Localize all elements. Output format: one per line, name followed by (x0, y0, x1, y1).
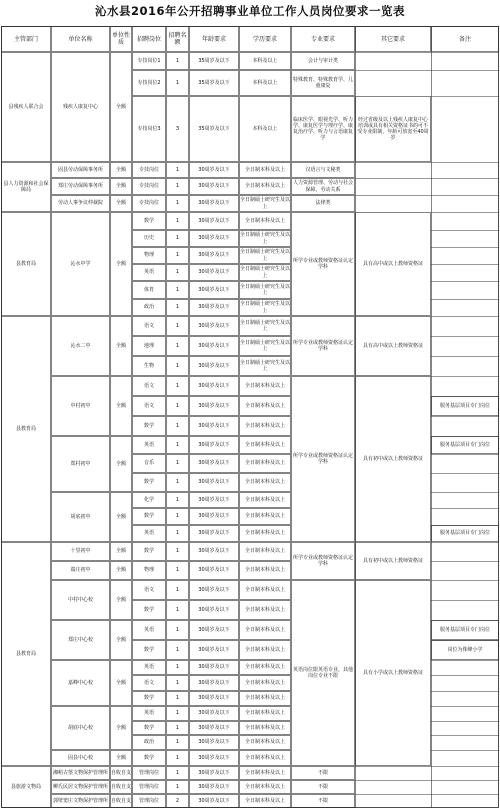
unit-cell: 郑村初中 (70, 460, 91, 467)
nature-cell: 全额 (115, 636, 126, 643)
unit-cell: 固县劳动保障事务所 (57, 166, 103, 173)
edu-cell: 全日制本科及以上 (244, 606, 285, 613)
post-cell: 英语 (143, 530, 154, 537)
post-cell: 专技岗位 (138, 183, 159, 190)
edu-cell: 全日制硕士研究生及以上 (240, 197, 291, 210)
dept-renshe: 县人力资源和社会保障局 (3, 180, 49, 193)
age-cell: 30周岁及以下 (198, 724, 230, 731)
count-cell: 1 (175, 626, 180, 633)
count-cell: 1 (175, 269, 180, 276)
edu-cell: 全日制本科及以上 (244, 166, 285, 173)
other-cell: 具有初中或以上教师资格证 (362, 557, 423, 564)
nature-cell: 全额 (115, 103, 126, 110)
major-cell: 临床医学、眼视光学、听力学、康复医学与理疗学、康复治疗学、听力与言语康复学 (292, 116, 353, 142)
age-cell: 30周岁及以下 (198, 460, 230, 467)
age-cell: 30周岁及以下 (198, 322, 230, 329)
age-cell: 30周岁及以下 (198, 567, 230, 574)
age-cell: 30周岁及以下 (198, 548, 230, 555)
unit-cell: 固县中心校 (67, 754, 93, 761)
age-cell: 30周岁及以下 (198, 783, 230, 790)
post-cell: 数学 (143, 513, 154, 520)
edu-cell: 全日制本科及以上 (244, 664, 285, 671)
other-cell: 经过省级及以上残疾人康复中心培训或具有相关资格证书的可不受专业限制，年龄可放宽至40周岁 (357, 116, 429, 142)
edu-cell: 全日制本科及以上 (244, 530, 285, 537)
unit-cell: 中村中心校 (67, 596, 93, 603)
count-cell: 1 (175, 460, 180, 467)
count-cell: 1 (175, 586, 180, 593)
post-cell: 物理 (143, 252, 154, 259)
note-cell: 服务基层项目专门岗位 (439, 402, 490, 409)
edu-cell: 全日制本科及以上 (244, 695, 285, 702)
count-cell: 1 (175, 724, 180, 731)
nature-cell: 全额 (115, 754, 126, 761)
other-cell: 具有初中或以上教师资格证 (362, 455, 423, 462)
post-cell: 专技岗位 (138, 200, 159, 207)
post-cell: 英语 (143, 269, 154, 276)
header-count: 招聘名额 (168, 32, 187, 46)
post-cell: 数学 (143, 548, 154, 555)
age-cell: 30周岁及以下 (198, 626, 230, 633)
count-cell: 1 (175, 606, 180, 613)
major-cell: 人力资源管理、劳动与社会保障、劳动关系 (292, 180, 353, 193)
post-cell: 地理 (143, 342, 154, 349)
nature-cell: 全额 (115, 183, 126, 190)
edu-cell: 全日制本科及以上 (244, 217, 285, 224)
dept-jiaoyu: 县教育局 (15, 260, 36, 267)
post-cell: 专技岗位3 (137, 125, 161, 132)
nature-cell: 全额 (115, 402, 126, 409)
count-cell: 1 (175, 479, 180, 486)
edu-cell: 全日制本科及以上 (244, 769, 285, 776)
edu-cell: 全日制本科及以上 (244, 754, 285, 761)
post-cell: 管理岗位 (138, 783, 159, 790)
page-title: 沁水县2016年公开招聘事业单位工作人员岗位要求一览表 (94, 4, 405, 18)
age-cell: 30周岁及以下 (198, 695, 230, 702)
post-cell: 数学 (143, 754, 154, 761)
post-cell: 英语 (143, 441, 154, 448)
count-cell: 1 (175, 530, 180, 537)
major-cell: 所学专业或教师资格证认定学科 (292, 452, 353, 465)
count-cell: 1 (175, 286, 180, 293)
unit-cell: 柳氏民居文物保护管理所 (52, 783, 108, 790)
edu-cell: 全日制本科及以上 (244, 586, 285, 593)
count-cell: 1 (175, 739, 180, 746)
unit-cell: 沁水二中 (70, 342, 91, 349)
age-cell: 30周岁及以下 (198, 402, 230, 409)
count-cell: 1 (175, 567, 180, 574)
age-cell: 30周岁及以下 (198, 646, 230, 653)
nature-cell: 全额 (115, 166, 126, 173)
age-cell: 30周岁及以下 (198, 606, 230, 613)
post-cell: 语文 (143, 679, 154, 686)
count-cell: 1 (175, 217, 180, 224)
age-cell: 30周岁及以下 (198, 286, 230, 293)
count-cell: 1 (175, 441, 180, 448)
major-cell: 不限 (317, 769, 328, 776)
other-cell: 具有小学或以上教师资格证 (362, 669, 423, 676)
count-cell: 1 (175, 304, 180, 311)
count-cell: 1 (175, 496, 180, 503)
header-unit: 单位名称 (68, 35, 93, 43)
nature-cell: 自收自支 (111, 797, 132, 804)
age-cell: 30周岁及以下 (198, 797, 230, 804)
post-cell: 专技岗位 (138, 166, 159, 173)
header-other: 其它要求 (380, 35, 405, 43)
edu-cell: 全日制本科及以上 (244, 479, 285, 486)
age-cell: 30周岁及以下 (198, 342, 230, 349)
age-cell: 30周岁及以下 (198, 200, 230, 207)
count-cell: 1 (175, 252, 180, 259)
nature-cell: 全额 (115, 460, 126, 467)
major-cell: 汉语言与文秘类 (305, 166, 341, 173)
unit-cell: 郭壁窦庄文物保护管理所 (52, 797, 108, 804)
dept-wenwu: 县旅游文物局 (10, 783, 41, 790)
count-cell: 2 (175, 797, 180, 804)
post-cell: 体育 (143, 286, 154, 293)
age-cell: 35周岁及以下 (198, 57, 230, 64)
nature-cell: 全额 (115, 567, 126, 574)
count-cell: 1 (175, 646, 180, 653)
nature-cell: 全额 (115, 260, 126, 267)
age-cell: 30周岁及以下 (198, 479, 230, 486)
nature-cell: 全额 (115, 548, 126, 555)
edu-cell: 全日制硕士研究生及以上 (240, 249, 291, 262)
count-cell: 1 (175, 79, 180, 86)
age-cell: 30周岁及以下 (198, 422, 230, 429)
post-cell: 语文 (143, 322, 154, 329)
edu-cell: 全日制本科及以上 (244, 548, 285, 555)
age-cell: 30周岁及以下 (198, 269, 230, 276)
nature-cell: 全额 (115, 596, 126, 603)
count-cell: 1 (175, 402, 180, 409)
nature-cell: 自收自支 (111, 769, 132, 776)
nature-cell: 全额 (115, 200, 126, 207)
major-cell: 所学专业或教师资格证认定学科 (292, 257, 353, 270)
age-cell: 30周岁及以下 (198, 664, 230, 671)
unit-cell: 郑庄中心校 (67, 636, 93, 643)
post-cell: 管理岗位 (138, 769, 159, 776)
edu-cell: 本科及以上 (252, 125, 278, 132)
count-cell: 1 (175, 200, 180, 207)
nature-cell: 全额 (115, 679, 126, 686)
post-cell: 语文 (143, 402, 154, 409)
header-dept: 主管部门 (13, 35, 38, 43)
post-cell: 语文 (143, 382, 154, 389)
count-cell: 1 (175, 57, 180, 64)
age-cell: 30周岁及以下 (198, 679, 230, 686)
note-cell: 服务基层项目专门岗位 (439, 441, 490, 448)
edu-cell: 全日制本科及以上 (244, 626, 285, 633)
edu-cell: 全日制本科及以上 (244, 422, 285, 429)
count-cell: 1 (175, 710, 180, 717)
count-cell: 1 (175, 183, 180, 190)
header-major: 专业要求 (310, 35, 335, 43)
nature-cell: 自收自支 (111, 783, 132, 790)
edu-cell: 全日制本科及以上 (244, 496, 285, 503)
post-cell: 专技岗位1 (137, 57, 161, 64)
age-cell: 30周岁及以下 (198, 362, 230, 369)
count-cell: 1 (175, 235, 180, 242)
age-cell: 35周岁及以下 (198, 125, 230, 132)
post-cell: 数学 (143, 646, 154, 653)
edu-cell: 全日制硕士研究生及以上 (240, 266, 291, 279)
unit-cell: 湘峪古堡文物保护管理所 (52, 769, 108, 776)
post-cell: 化学 (143, 496, 154, 503)
edu-cell: 全日制本科及以上 (244, 460, 285, 467)
edu-cell: 全日制本科及以上 (244, 724, 285, 731)
post-cell: 管理岗位 (138, 797, 159, 804)
other-cell: 具有高中或以上教师资格证 (362, 260, 423, 267)
major-cell: 所学专业或教师资格证认定学科 (292, 339, 353, 352)
unit-cell: 胡底中心校 (67, 724, 93, 731)
age-cell: 30周岁及以下 (198, 235, 230, 242)
count-cell: 1 (175, 166, 180, 173)
major-cell: 所学专业或教师资格证认定学科 (292, 554, 353, 567)
unit-cell: 十里初中 (70, 548, 91, 555)
age-cell: 30周岁及以下 (198, 754, 230, 761)
post-cell: 英语 (143, 710, 154, 717)
note-cell: 岗位为侏峰小学 (447, 646, 483, 653)
edu-cell: 全日制本科及以上 (244, 783, 285, 790)
age-cell: 30周岁及以下 (198, 769, 230, 776)
age-cell: 30周岁及以下 (198, 530, 230, 537)
post-cell: 生物 (143, 362, 154, 369)
post-cell: 数学 (143, 217, 154, 224)
unit-canji: 残疾人康复中心 (62, 103, 98, 110)
edu-cell: 本科及以上 (252, 57, 278, 64)
edu-cell: 全日制本科及以上 (244, 567, 285, 574)
count-cell: 1 (175, 322, 180, 329)
age-cell: 30周岁及以下 (198, 710, 230, 717)
post-cell: 数学 (143, 724, 154, 731)
age-cell: 30周岁及以下 (198, 586, 230, 593)
major-cell: 不限 (317, 797, 328, 804)
age-cell: 30周岁及以下 (198, 441, 230, 448)
age-cell: 30周岁及以下 (198, 496, 230, 503)
unit-cell: 沁水中学 (70, 260, 91, 267)
count-cell: 1 (175, 783, 180, 790)
count-cell: 1 (175, 342, 180, 349)
header-nature: 单位性质 (111, 32, 130, 46)
edu-cell: 本科及以上 (252, 79, 278, 86)
unit-cell: 中村初中 (70, 402, 91, 409)
age-cell: 30周岁及以下 (198, 217, 230, 224)
count-cell: 1 (175, 664, 180, 671)
post-cell: 音乐 (143, 460, 154, 467)
major-cell: 不限 (317, 783, 328, 790)
edu-cell: 全日制本科及以上 (244, 382, 285, 389)
note-cell: 服务基层项目专门岗位 (439, 530, 490, 537)
post-cell: 物理 (143, 567, 154, 574)
edu-cell: 全日制硕士研究生及以上 (240, 232, 291, 245)
major-cell: 英语岗位限英语专业，其他岗位专业不限 (292, 666, 353, 679)
count-cell: 1 (175, 422, 180, 429)
age-cell: 30周岁及以下 (198, 166, 230, 173)
count-cell: 1 (175, 362, 180, 369)
header-age: 年龄要求 (201, 35, 226, 43)
edu-cell: 全日制本科及以上 (244, 710, 285, 717)
other-cell: 具有高中或以上教师资格证 (362, 342, 423, 349)
unit-cell: 胡底初中 (70, 513, 91, 520)
age-cell: 35周岁及以下 (198, 79, 230, 86)
unit-cell: 郑庄劳动保障事务所 (57, 183, 103, 190)
unit-cell: 嘉峰中心校 (67, 679, 93, 686)
age-cell: 30周岁及以下 (198, 513, 230, 520)
nature-cell: 全额 (115, 724, 126, 731)
edu-cell: 全日制本科及以上 (244, 183, 285, 190)
nature-cell: 全额 (115, 342, 126, 349)
edu-cell: 全日制硕士研究生及以上 (240, 359, 291, 372)
major-cell: 会计与审计类 (307, 57, 338, 64)
major-cell: 特殊教育、特殊教育学、儿童康复 (292, 76, 353, 89)
count-cell: 1 (175, 754, 180, 761)
age-cell: 30周岁及以下 (198, 252, 230, 259)
post-cell: 语文 (143, 586, 154, 593)
post-cell: 政治 (143, 739, 154, 746)
post-cell: 政治 (143, 304, 154, 311)
recruitment-table (1, 26, 499, 808)
note-cell: 服务基层项目专门岗位 (439, 626, 490, 633)
post-cell: 数学 (143, 695, 154, 702)
header-post: 招聘岗位 (136, 35, 161, 43)
edu-cell: 全日制硕士研究生及以上 (240, 339, 291, 352)
post-cell: 数学 (143, 606, 154, 613)
edu-cell: 全日制本科及以上 (244, 441, 285, 448)
count-cell: 1 (175, 695, 180, 702)
post-cell: 专技岗位2 (137, 79, 161, 86)
edu-cell: 全日制本科及以上 (244, 797, 285, 804)
age-cell: 30周岁及以下 (198, 304, 230, 311)
major-cell: 法律类 (315, 200, 331, 207)
edu-cell: 全日制本科及以上 (244, 513, 285, 520)
edu-cell: 全日制本科及以上 (244, 402, 285, 409)
age-cell: 30周岁及以下 (198, 382, 230, 389)
header-note: 备注 (458, 35, 471, 43)
edu-cell: 全日制本科及以上 (244, 679, 285, 686)
dept-jiaoyu: 县教育局 (15, 650, 36, 657)
unit-cell: 劳动人事争议仲裁院 (57, 200, 103, 207)
count-cell: 1 (175, 513, 180, 520)
age-cell: 30周岁及以下 (198, 183, 230, 190)
dept-canlian: 县残疾人联合会 (8, 103, 44, 110)
count-cell: 1 (175, 679, 180, 686)
post-cell: 历史 (143, 235, 154, 242)
post-cell: 英语 (143, 626, 154, 633)
edu-cell: 全日制硕士研究生及以上 (240, 301, 291, 314)
dept-jiaoyu: 县教育局 (15, 425, 36, 432)
post-cell: 数学 (143, 422, 154, 429)
unit-cell: 端庄初中 (70, 567, 91, 574)
count-cell: 1 (175, 382, 180, 389)
count-cell: 3 (175, 125, 180, 132)
age-cell: 30周岁及以下 (198, 739, 230, 746)
edu-cell: 全日制硕士研究生及以上 (240, 319, 291, 332)
edu-cell: 全日制硕士研究生及以上 (240, 283, 291, 296)
count-cell: 1 (175, 548, 180, 555)
count-cell: 1 (175, 769, 180, 776)
post-cell: 数学 (143, 479, 154, 486)
edu-cell: 全日制本科及以上 (244, 646, 285, 653)
header-edu: 学历要求 (252, 35, 277, 43)
edu-cell: 全日制本科及以上 (244, 739, 285, 746)
nature-cell: 全额 (115, 513, 126, 520)
post-cell: 英语 (143, 664, 154, 671)
